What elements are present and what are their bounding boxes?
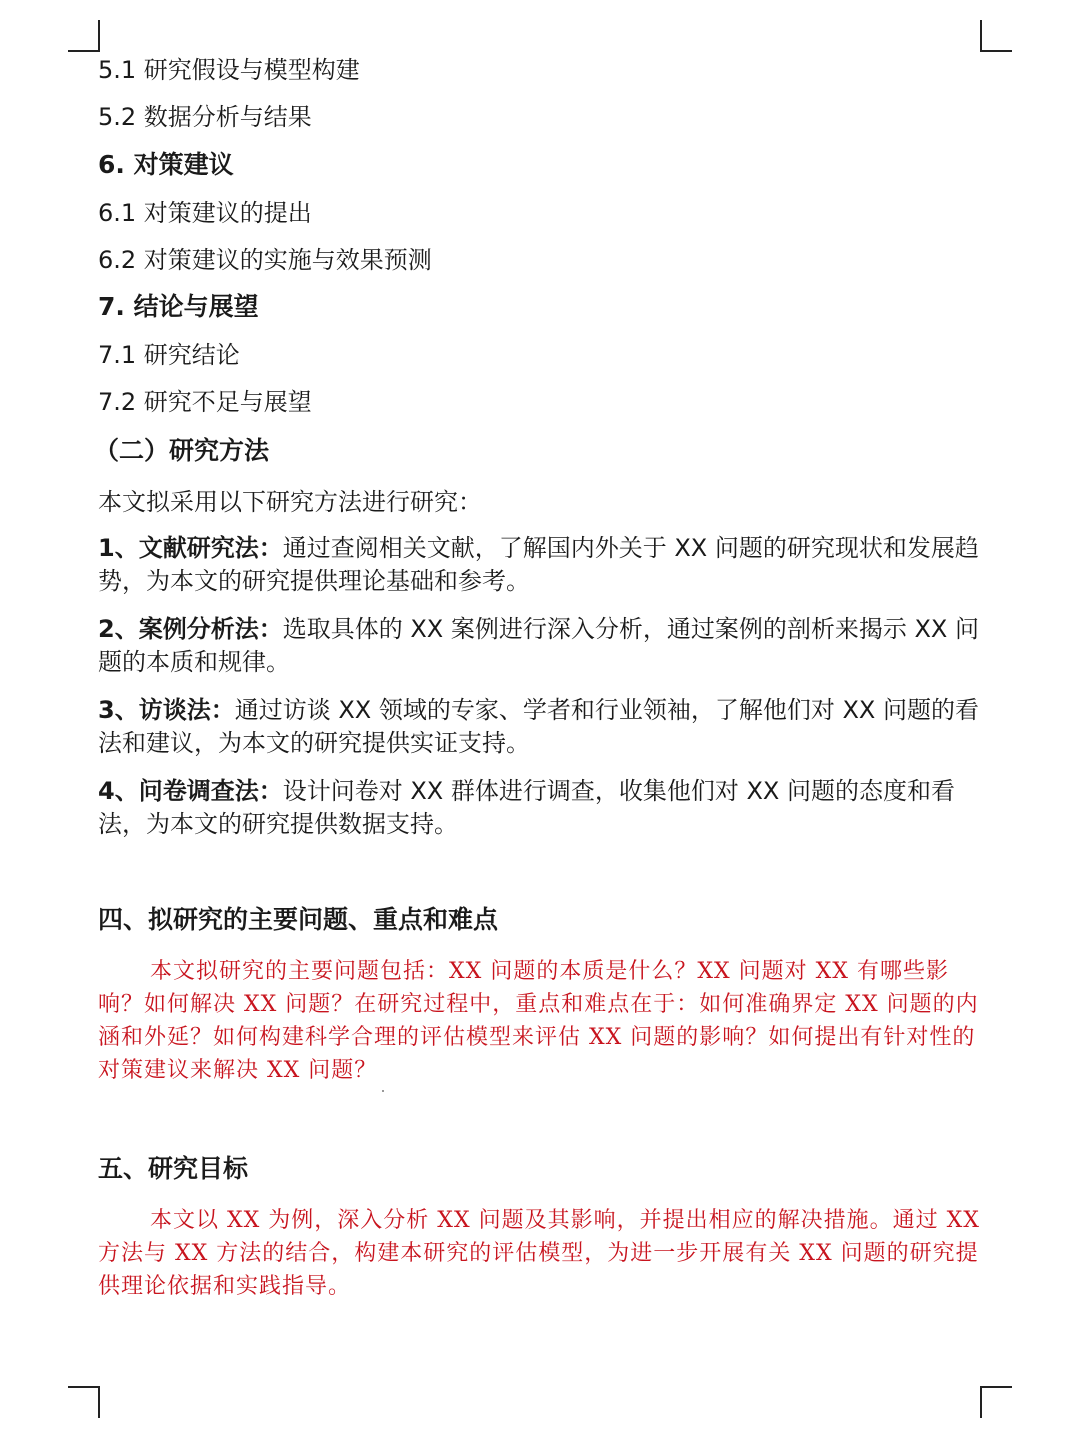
method-label: 4、问卷调查法： (98, 777, 283, 805)
method-item (98, 532, 980, 598)
crop-mark-top-right (980, 20, 1012, 52)
toc-heading-7: 7. 结论与展望 (98, 292, 259, 321)
method-text: 设计问卷对 XX 群体进行调查，收集他们对 XX 问题的态度和看法，为本文的研究提供数据支持。 (98, 777, 955, 838)
method-item (98, 775, 980, 841)
section4-body: 本文拟研究的主要问题包括：XX 问题的本质是什么？XX 问题对 XX 有哪些影响？如何解决 XX 问题？在研究过程中，重点和难点在于：如何准确界定 XX 问题的内涵和外延？如何构建科学合理的评估模型来评估 XX 问题的影响？如何提出有针对性的对策建议来解决 XX 问题？ (98, 959, 979, 1083)
method-text: 通过访谈 XX 领域的专家、学者和行业领袖，了解他们对 XX 问题的看法和建议，为本文的研究提供实证支持。 (98, 696, 979, 757)
methods-heading: （二）研究方法 (94, 436, 270, 465)
toc-item-6-2: 6.2 对策建议的实施与效果预测 (98, 246, 432, 274)
method-label: 2、案例分析法： (98, 615, 283, 643)
crop-mark-bottom-right (980, 1386, 1012, 1418)
toc-heading-6: 6. 对策建议 (98, 150, 234, 179)
method-label: 3、访谈法： (98, 696, 235, 724)
scan-speck (382, 1090, 384, 1092)
toc-item-7-2: 7.2 研究不足与展望 (98, 388, 312, 416)
method-item (98, 694, 980, 760)
method-item (98, 613, 980, 679)
method-text: 通过查阅相关文献，了解国内外关于 XX 问题的研究现状和发展趋势，为本文的研究提供理论基础和参考。 (98, 534, 979, 595)
methods-intro: 本文拟采用以下研究方法进行研究： (98, 488, 482, 516)
toc-item-5-1: 5.1 研究假设与模型构建 (98, 56, 360, 84)
crop-mark-top-left (68, 20, 100, 52)
toc-item-5-2: 5.2 数据分析与结果 (98, 103, 312, 131)
toc-item-6-1: 6.1 对策建议的提出 (98, 199, 312, 227)
section4-heading: 四、拟研究的主要问题、重点和难点 (98, 905, 499, 934)
toc-item-7-1: 7.1 研究结论 (98, 341, 240, 369)
section5-body: 本文以 XX 为例，深入分析 XX 问题及其影响，并提出相应的解决措施。通过 XX 方法与 XX 方法的结合，构建本研究的评估模型，为进一步开展有关 XX 问题的研究提供理论依据和实践指导。 (98, 1208, 980, 1299)
crop-mark-bottom-left (68, 1386, 100, 1418)
section5-heading: 五、研究目标 (98, 1154, 249, 1183)
method-label: 1、文献研究法： (98, 534, 283, 562)
method-text: 选取具体的 XX 案例进行深入分析，通过案例的剖析来揭示 XX 问题的本质和规律。 (98, 615, 979, 676)
